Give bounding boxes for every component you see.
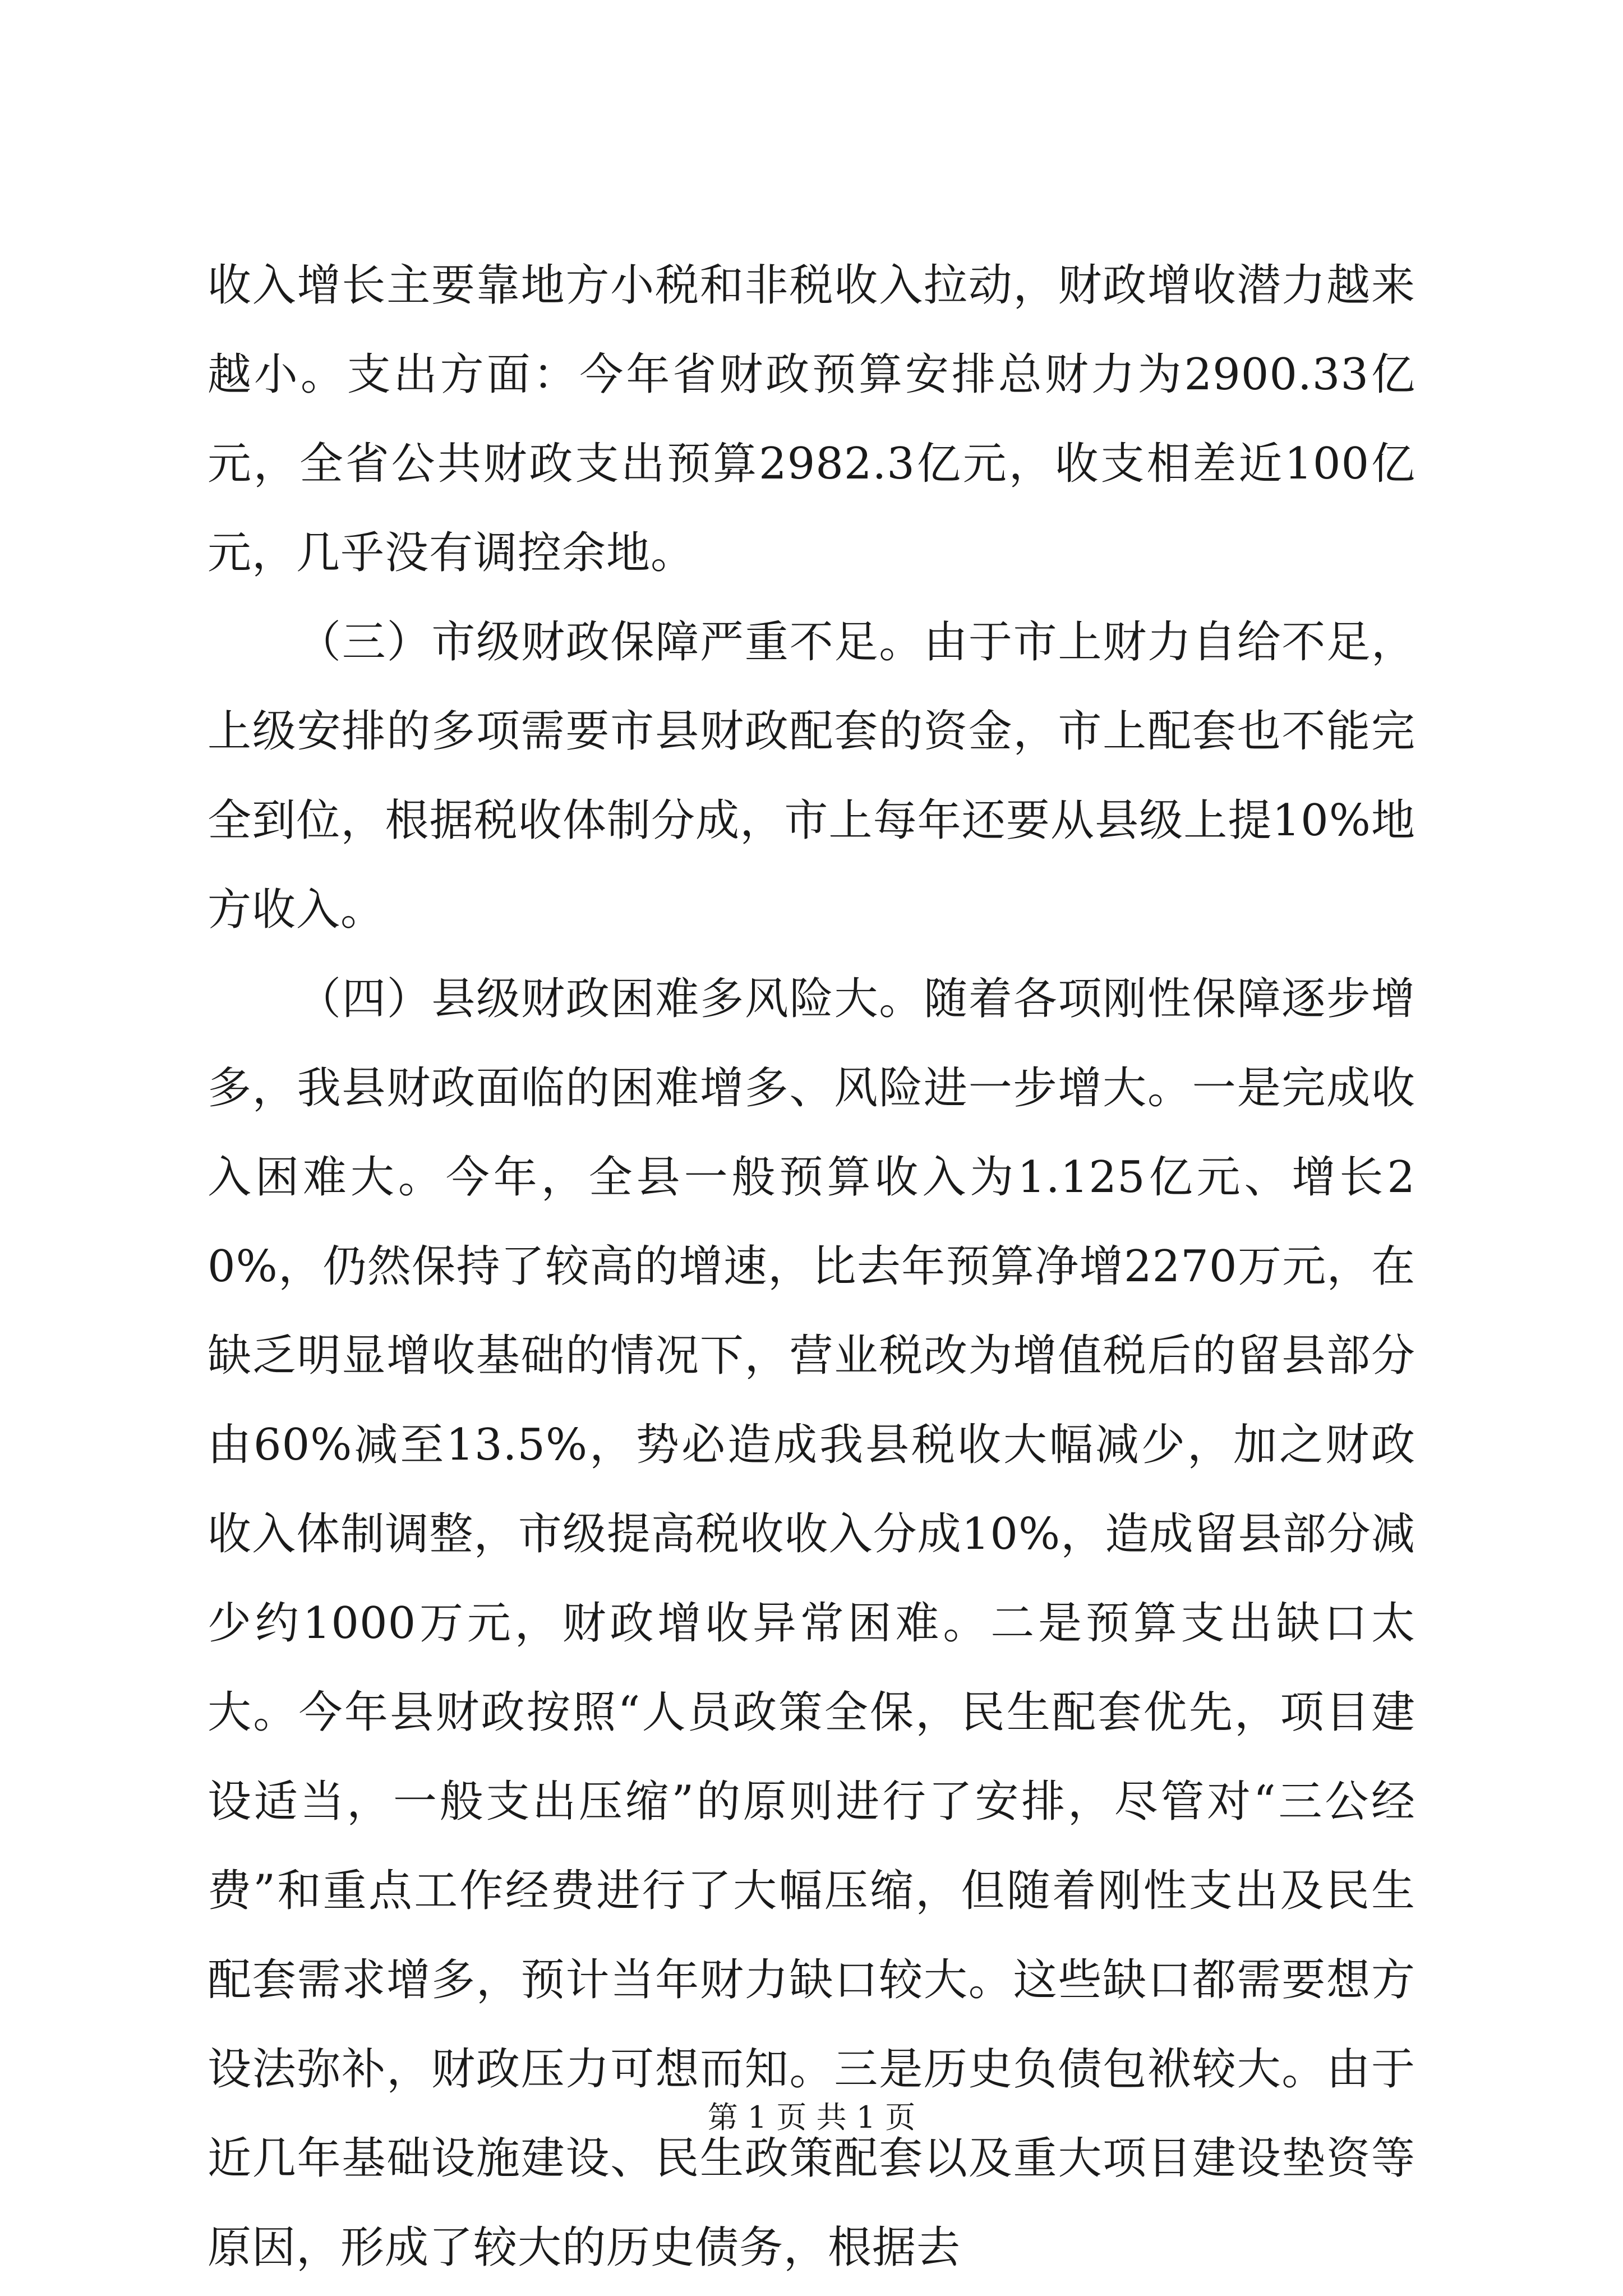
paragraph-2: （三）市级财政保障严重不足。由于市上财力自给不足，上级安排的多项需要市县财政配套的资金，市上配套也不能完全到位，根据税收体制分成，市上每年还要从县级上提10%地方收入。 <box>208 617 1415 935</box>
document-body <box>208 241 1415 2293</box>
paragraph-1: 收入增长主要靠地方小税和非税收入拉动，财政增收潜力越来越小。支出方面：今年省财政预算安排总财力为2900.33亿元，全省公共财政支出预算2982.3亿元，收支相差近100亿元，几乎没有调控余地。 <box>208 260 1415 578</box>
page-number-label: 第 1 页 共 1 页 <box>707 2100 916 2135</box>
paragraph-3: （四）县级财政困难多风险大。随着各项刚性保障逐步增多，我县财政面临的困难增多、风险进一步增大。一是完成收入困难大。今年，全县一般预算收入为1.125亿元、增长20%，仍然保持了较高的增速，比去年预算净增2270万元，在缺乏明显增收基础的情况下，营业税改为增值税后的留县部分由60%减至13.5%，势必造成我县税收大幅减少，加之财政收入体制调整，市级提高税收收入分成10%，造成留县部分减少约1000万元，财政增收异常困难。二是预算支出缺口太大。今年县财政按照“人员政策全保，民生配套优先，项目建设适当，一般支出压缩”的原则进行了安排，尽管对“三公经费”和重点工作经费进行了大幅压缩，但随着刚性支出及民生配套需求增多，预计当年财力缺口较大。这些缺口都需要想方设法弥补，财政压力可想而知。三是历史负债包袱较大。由于近几年基础设施建设、民生政策配套以及重大项目建设垫资等原因，形成了较大的历史债务，根据去 <box>208 974 1415 2273</box>
page-footer <box>0 2098 1623 2137</box>
